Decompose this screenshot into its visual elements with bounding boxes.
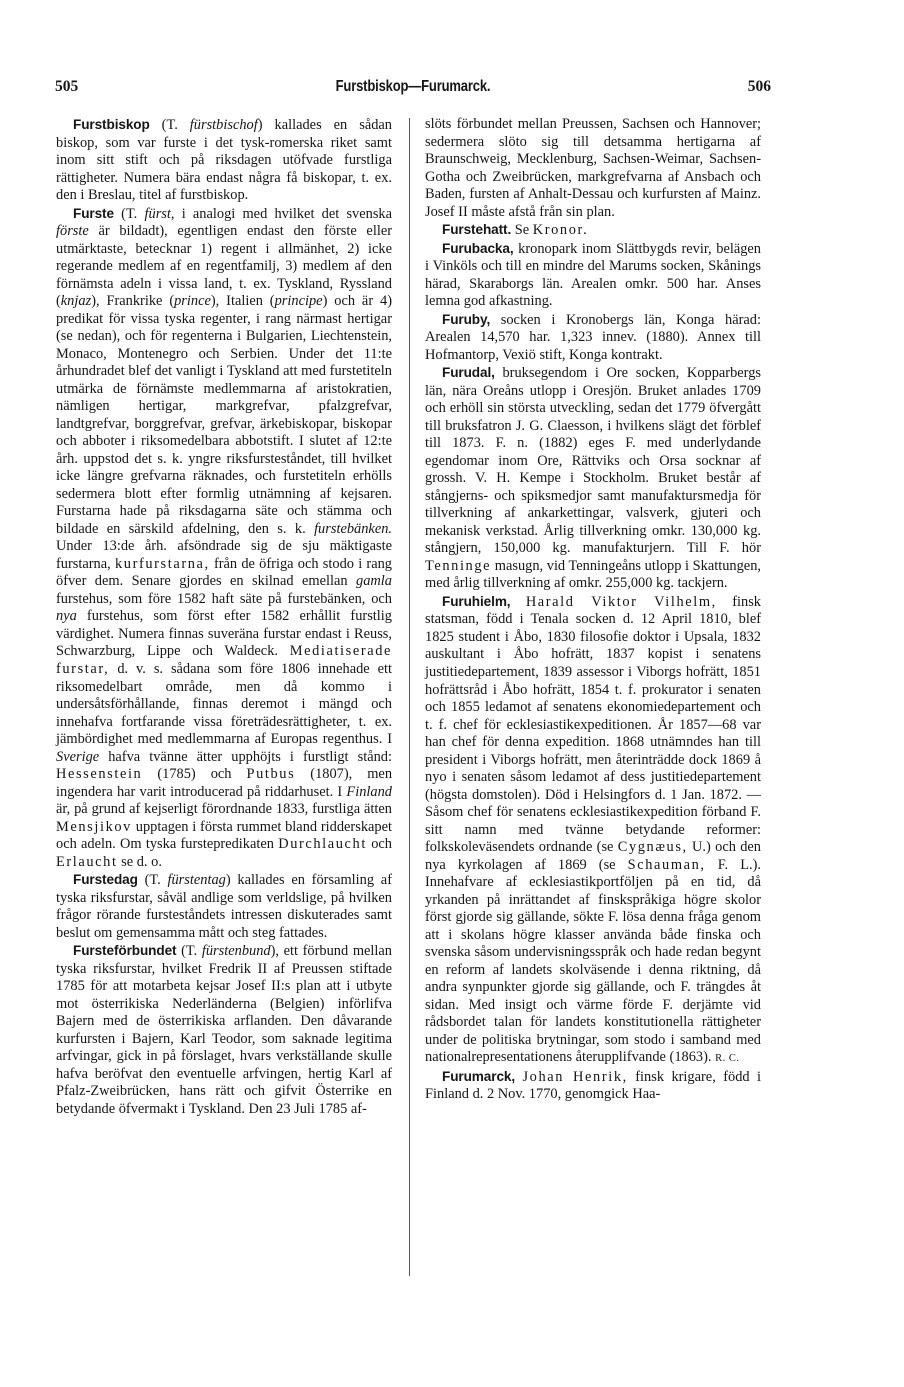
entry-text: Erlaucht	[56, 853, 118, 870]
entry-text: (1807), men ingendera har varit introducerad på riddarhuset. I	[56, 766, 393, 800]
headword: Furstbiskop	[73, 117, 150, 132]
entry-furstehatt	[425, 221, 761, 240]
entry-text: furstehus, som först efter 1582 erhållit furstlig värdighet. Numera finnas suveräna furstar endast i Reuss, Schwarzburg, Lippe och Waldeck.	[56, 608, 392, 660]
entry-text: Johan Henrik,	[522, 1068, 628, 1085]
entry-furuby	[425, 311, 761, 365]
entry-text: från de öfriga och stodo i rang öfver dem. Senare gjordes en skilnad emellan	[56, 555, 392, 590]
entry-text: Under 13:de årh. afsöndrade sig de sju mäktigaste furstarna,	[56, 538, 392, 572]
entry-text: fürst,	[144, 205, 175, 222]
entry-text: principe	[274, 293, 323, 310]
entry-text: fürstentag	[167, 872, 226, 889]
entry-text: furstehus, som före 1582 haft säte på furstebänken, och	[56, 590, 392, 607]
entry-text: ) kallades en sådan biskop, som var furste i det tysk-romerska riket samt inom sitt stift och på riksdagen utöfvade furstliga rättigheter. Numera bära endast några få biskopar, t. ex. den i Breslau, titel af furstbiskop.	[56, 117, 392, 204]
entry-text: (T.	[113, 205, 145, 222]
entry-furudal	[425, 364, 761, 593]
entry-text: Mediatiserade furstar,	[56, 643, 392, 677]
entry-text: Se	[511, 222, 533, 239]
entry-furstefor	[56, 942, 392, 1118]
entry-furumarck	[425, 1068, 761, 1104]
entry-text: Finland	[346, 783, 392, 800]
entry-text: ), Italien (	[210, 293, 275, 310]
entry-text: furstebänken.	[314, 520, 392, 537]
entry-text: knjaz	[60, 293, 92, 310]
entry-text: förste	[56, 223, 89, 240]
entry-text: (T.	[149, 117, 190, 133]
entry-text: kronopark inom Slättbygds revir, belägen i Vinköls och till en mindre del Marums socken, Skånings härad, Skaraborgs län. Arealen omkr. 500 har. Anses lemna god afkastning.	[425, 240, 761, 310]
entry-text: d. v. s. sådana som före 1806 innehade ett riksomedelbart område, men då kommo i undersåtsförhållande, finnas deremot i mängd och innehafva fortfarande vissa företrädesrättigheter, t. ex. jämbördighet med medlemmarna af Europas regenthus. I	[56, 660, 392, 748]
entry-text: gamla	[356, 573, 392, 590]
entry-text: i analogi med hvilket det svenska	[174, 205, 393, 222]
headword: Furubacka,	[442, 240, 514, 256]
entry-text: fürstenbund	[201, 943, 271, 960]
entry-furstefor-cont	[425, 116, 761, 221]
entry-text: hafva tvänne ätter upphöjts i furstligt stånd:	[99, 748, 392, 765]
entry-text: Mensjikov	[56, 818, 132, 835]
headword: Furudal,	[442, 365, 495, 381]
entry-text: (T.	[176, 943, 202, 960]
entry-text: kurfurstarna,	[114, 555, 210, 572]
entry-text: ), Frankrike (	[91, 293, 175, 310]
headword: Furumarck,	[442, 1068, 516, 1084]
entry-text: upptagen i första rummet bland ridderskapet och adeln. Om tyska furstepredikaten	[56, 818, 392, 853]
entry-text: Sverige	[56, 748, 100, 765]
headword: Fursteförbundet	[73, 943, 177, 959]
page-header	[55, 78, 771, 102]
running-title: Furstbiskop—Furumarck.	[335, 78, 491, 95]
entry-text: prince	[174, 293, 211, 310]
entry-text: R. C.	[715, 1053, 740, 1065]
headword: Furuby,	[442, 311, 491, 327]
entry-text: Tenninge	[425, 557, 492, 574]
column-divider	[409, 118, 410, 1276]
entry-furstedag	[56, 871, 392, 942]
entry-text: Cygnæus,	[617, 839, 688, 856]
entry-text: finsk krigare, född i Finland d. 2 Nov. 1770, genomgick Haa-	[425, 1068, 761, 1103]
entry-text: ) kallades en församling af tyska riksfurstar, såväl andlige som verldslige, på hvilken frågor rörande fursteståndets intressen diskuterades samt beslut om gemensamma mått och steg fattades.	[56, 872, 392, 941]
entry-text: nya	[56, 608, 77, 625]
entry-text: (1785) och	[142, 766, 247, 783]
entry-text: ) och är 4) predikat för vissa tyska regenter, i rang närmast hertigar (se nedan), och för regenterna i Bulgarien, Liechtenstein, Monaco, Montenegro och Serbien. Under det 11:te århundradet blef det vanligt i Tyskland att med furstetiteln utmärka de förnämste medlemmarna af aristokratien, nämligen hertigar, markgrefvar, pfalzgrefvar, landtgrefvar, borggrefvar, grefvar, ärkebiskopar, biskopar och abboter i riksomedelbara abbotstift. I slutet af 12:te årh. uppstod det s. k. yngre riksfursteståndet, till hvilket icke längre grefvarna räknades, och furstetiteln erhölls sedermera blott efter formlig utnämning af kejsaren. Furstarna hade på riksdagarna säte och stämma och bildade en särskild afdelning, den s. k.	[56, 293, 392, 537]
entry-text: Harald Viktor Vilhelm,	[525, 593, 717, 610]
headword: Furste	[73, 205, 114, 221]
entry-furstbiskop	[56, 116, 392, 205]
entry-text: bruksegendom i Ore socken, Kopparbergs län, nära Oreåns utlopp i Oresjön. Bruket anlades 1709 och erhöll sin största utveckling, sedan det 1779 öfvergått till bruksfatron J. G. Claesson, i hvilkens slägt det förblef till 1873. F. n. (1882) eges F. med underlydande egendomar inom Ore, Rättviks och Orsa socknar af grossh. V. H. Kempe i Stockholm. Bruket består af stångjerns- och spiksmedjor samt manufaktursmedja för tillverkning af ankarkettingar, valsverk, gjuteri och mekanisk verkstad. Årlig tillverkning omkr. 130,000 kg. stångjern, 150,000 kg. manufakturjern. Till F. hör	[425, 365, 761, 557]
entry-text: är bildadt), egentligen endast den förste eller utmärktaste, betecknar 1) regent i allmänhet, 2) icke regerande medlem af en regentfamilj, 3) medlem af den förnämsta adeln i vissa land, t. ex. Tyskland, Ryssland (	[56, 223, 392, 310]
entry-text: (T.	[137, 872, 168, 889]
headword: Furstedag	[73, 872, 138, 888]
entry-furste	[56, 205, 392, 872]
page-number-left: 505	[55, 78, 79, 95]
entry-text: masugn, vid Tenningeåns utlopp i Skattungen, med årlig tillverkning af omkr. 255,000 kg. tackjern.	[425, 557, 761, 592]
entry-text: se d. o.	[117, 853, 162, 870]
entry-text: finsk statsman, född i Tenala socken d. 12 April 1810, blef 1825 student i Åbo, 1830 filosofie doktor i Upsala, 1832 auskultant i Åbo hofrätt, 1837 kopist i senatens justitiedepartement, 1839 assessor i Viborgs hofrätt, 1851 hofrättsråd i Åbo hofrätt, 1854 t. f. prokurator i senaten och 1855 ledamot af senatens ekonomiedepartement och t. f. chef för ecklesiastikexpeditionen. År 1857—68 var han chef för denna expedition. 1868 utnämndes han till president i Viborgs hofrätt, men återinträdde dock 1869 å nyo i senaten såsom ledamot af dess justitiedepartement (högsta domstolen). Död i Helsingfors d. 1 Jan. 1872. — Såsom chef för senatens ecklesiastikexpedition förband F. sitt namn med tvänne betydande reformer: folkskoleväsendets ordnande (se	[425, 593, 761, 856]
entry-text: Putbus	[246, 766, 296, 783]
entry-text: Hessenstein	[56, 766, 143, 783]
entry-text: och	[366, 836, 392, 853]
entry-text: är, på grund af kejserligt förordnande 1833, furstliga ätten	[56, 801, 392, 818]
left-column	[56, 116, 392, 1118]
right-column	[425, 116, 761, 1104]
entry-text: Kronor.	[532, 222, 589, 239]
entry-text: Schauman,	[627, 856, 706, 873]
entry-text	[510, 594, 525, 610]
headword: Furstehatt.	[442, 222, 512, 238]
page-number-right: 506	[747, 78, 771, 95]
entry-text: socken i Kronobergs län, Konga härad: Arealen 14,570 har. 1,323 innev. (1880). Annex till Hofmantorp, Vexiö stift, Konga kontrakt.	[425, 311, 761, 363]
entry-text: Durchlaucht	[278, 836, 367, 853]
entry-text: U.) och den nya kyrkolagen af 1869 (se	[425, 839, 761, 873]
entry-text: F. L.). Innehafvare af ecklesiastikportföljen på en tid, då yrkanden på inrättandet af finskspråkiga högre skolor först gjorde sig gällande, sökte F. lösa denna fråga genom att i skolans högre klasser använda både finska och svenska såsom undervisningsspråk och hade redan begynt en reform af landets skolväsende i denna riktning, då andra synpunkter gjorde sig gällande, och F. trängdes åt sidan. Med insigt och värme förde F. derjämte vid rådsbordet talan för landets konstitutionella rättigheter under de politiska brytningar, som stodo i samband med nationalrepresentationens återupplifvande (1863).	[425, 856, 761, 1066]
entry-furuhielm	[425, 593, 761, 1068]
entry-text: ), ett förbund mellan tyska riksfurstar, hvilket Fredrik II af Preussen stiftade 1785 för att motarbeta kejsar Josef II:s plan att i utbyte mot österrikiska Nederländerna (Belgien) införlifva Bajern med de österrikiska arflanden. Den dåvarande kurfursten i Bajern, Karl Teodor, som saknade legitima arfvingar, gick in på förslaget, hvars verkställande skulle hafva beröfvat den eventuelle arfvingen, hertig Karl af Pfalz-Zweibrücken, hans rätt och gifvit Österrike en betydande öfvermakt i Tyskland. Den 23 Juli 1785 af-	[56, 943, 392, 1117]
entry-furubacka	[425, 240, 761, 311]
entry-text: slöts förbundet mellan Preussen, Sachsen och Hannover; sedermera slöto sig till detsamma hertigarna af Braunschweig, Mecklenburg, Sachsen-Weimar, Sachsen-Gotha och Zweibrücken, markgrefvarna af Ansbach och Baden, fursten af Anhalt-Dessau och kurfursten af Mainz. Josef II måste afstå från sin plan.	[425, 116, 761, 220]
entry-text: fürstbischof	[189, 117, 258, 133]
headword: Furuhielm,	[442, 593, 511, 609]
